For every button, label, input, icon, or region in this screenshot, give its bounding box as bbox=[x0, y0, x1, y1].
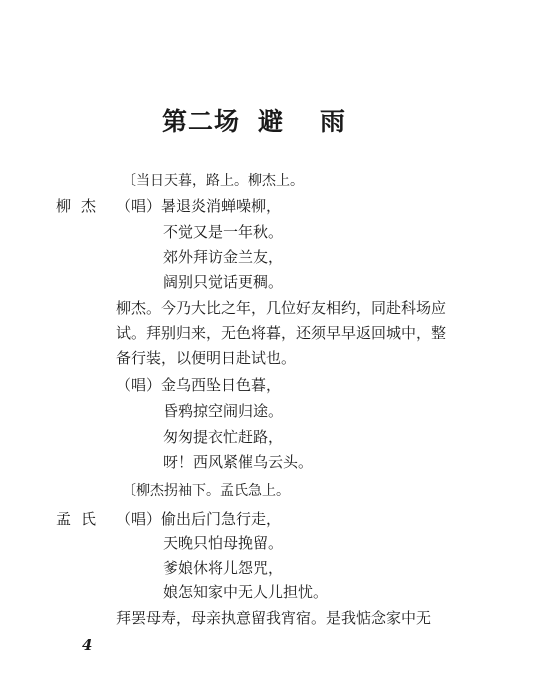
verse-line: 不觉又是一年秋。 bbox=[163, 223, 284, 241]
verse-line: 郊外拜访金兰友， bbox=[163, 248, 284, 266]
spoken-line: 试。拜别归来，无色将暮，还须早早返回城中，整 bbox=[116, 324, 447, 342]
scene-title-word-2: 雨 bbox=[320, 107, 347, 136]
speaker-liu-jie: 柳杰 bbox=[56, 197, 107, 215]
verse-line: 昏鸦掠空闹归途。 bbox=[163, 402, 284, 420]
scene-title-word-1: 避 bbox=[258, 107, 285, 136]
verse-line: 天晚只怕母挽留。 bbox=[163, 534, 284, 552]
verse-line: 娘怎知家中无人儿担忧。 bbox=[163, 583, 329, 601]
sung-line: （唱）偷出后门急行走， bbox=[116, 510, 282, 528]
verse-line: 爹娘休将儿怨咒， bbox=[163, 559, 284, 577]
sung-line: （唱）金乌西坠日色暮， bbox=[116, 376, 282, 394]
verse-line: 呀！西风紧催乌云头。 bbox=[163, 453, 314, 471]
page-number: 4 bbox=[82, 636, 93, 654]
stage-direction: 〔柳杰拐袖下。孟氏急上。 bbox=[122, 483, 290, 499]
sung-line: （唱）暑退炎消蝉噪柳， bbox=[116, 197, 282, 215]
speaker-meng-shi: 孟氏 bbox=[56, 510, 107, 528]
scene-title-number: 第二场 bbox=[162, 107, 241, 136]
verse-line: 阔别只觉话更稠。 bbox=[163, 273, 284, 291]
verse-line: 匆匆提衣忙赶路， bbox=[163, 428, 284, 446]
scene-title bbox=[162, 102, 346, 138]
spoken-line: 柳杰。今乃大比之年，几位好友相约，同赴科场应 bbox=[116, 299, 447, 317]
spoken-line: 备行装，以便明日赴试也。 bbox=[116, 349, 297, 367]
spoken-line: 拜罢母寿，母亲执意留我宵宿。是我惦念家中无 bbox=[116, 609, 432, 627]
stage-direction: 〔当日天暮，路上。柳杰上。 bbox=[122, 173, 304, 189]
